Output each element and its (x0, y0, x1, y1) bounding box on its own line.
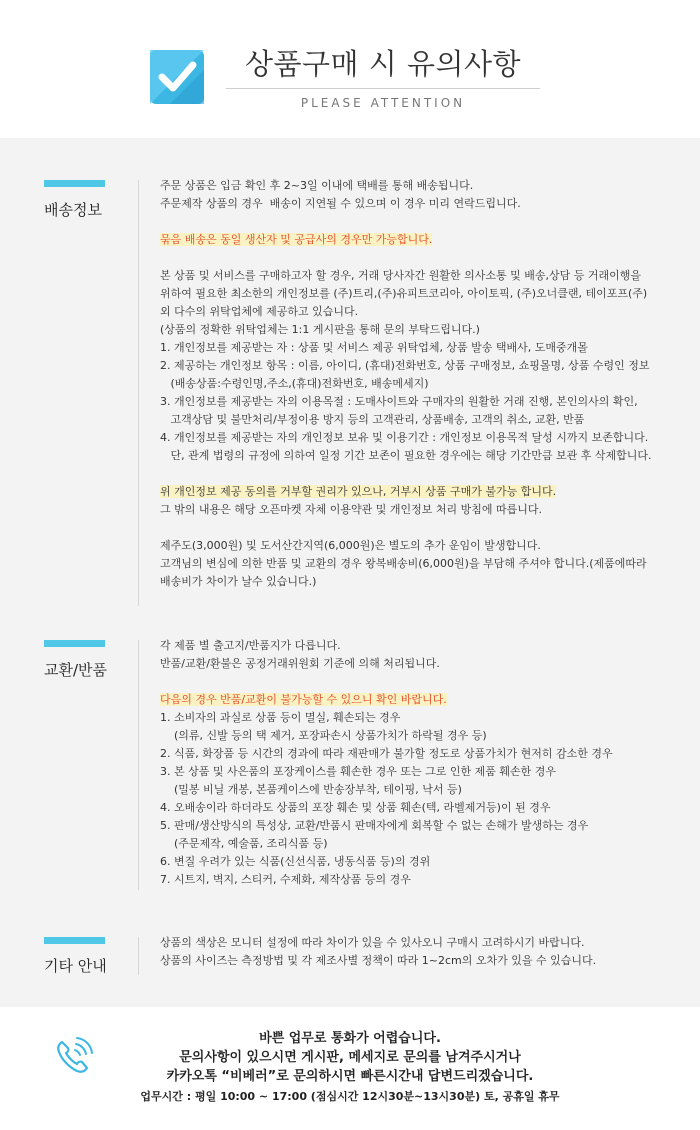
notice-line (160, 177, 651, 195)
notice-text: 고객님의 변심에 의한 반품 및 교환의 경우 왕복배송비(6,000원)을 부담해 주셔야 합니다.(제품에따라 (160, 557, 647, 570)
section-title-shipping: 배송정보 (44, 201, 102, 219)
notice-text: 단, 관계 법령의 규정에 의하여 일정 기간 보존이 필요한 경우에는 해당 기간만큼 보관 후 삭제합니다. (160, 449, 652, 462)
notice-text: 2. 식품, 화장품 등 시간의 경과에 따라 재판매가 불가할 정도로 상품가치가 현저히 감소한 경우 (160, 747, 613, 760)
notice-text: (의류, 신발 등의 택 제거, 포장파손시 상품가치가 하락될 경우 등) (160, 729, 487, 742)
notice-text: 고객상담 및 불만처리/부정이용 방지 등의 고객관리, 상품배송, 고객의 취소, 교환, 반품 (160, 413, 585, 426)
notice-line (160, 231, 651, 249)
notice-text: 상품의 색상은 모니터 설정에 따라 차이가 있을 수 있사오니 구매시 고려하시기 바랍니다. (160, 936, 585, 949)
notice-text: 1. 개인정보를 제공받는 자 : 상품 및 서비스 제공 위탁업체, 상품 발송 택배사, 도매중개몰 (160, 341, 588, 354)
notice-text: 위 개인정보 제공 동의를 거부할 권리가 있으나, 거부시 상품 구매가 불가능 합니다. (160, 485, 557, 498)
notice-text: 2. 제공하는 개인정보 항목 : 이름, 아이디, (휴대)전화번호, 상품 구매정보, 쇼핑몰명, 상품 수령인 정보 (160, 359, 650, 372)
notice-line (160, 339, 651, 357)
notice-line (160, 691, 613, 709)
notice-line (160, 357, 651, 375)
notice-line (160, 303, 651, 321)
notice-text: 다음의 경우 반품/교환이 불가능할 수 있으니 확인 바랍니다. (160, 693, 447, 706)
notice-line (160, 267, 651, 285)
notice-text: 각 제품 별 출고지/반품지가 다릅니다. (160, 639, 341, 652)
notice-text: 배송비가 차이가 날수 있습니다.) (160, 575, 317, 588)
notice-text: 제주도(3,000원) 및 도서산간지역(6,000원)은 별도의 추가 운임이 발생합니다. (160, 539, 541, 552)
notice-line (160, 799, 613, 817)
notice-text: 7. 시트지, 벽지, 스티커, 수제화, 제작상품 등의 경우 (160, 873, 411, 886)
notice-line (160, 655, 613, 673)
section-title-etc: 기타 안내 (44, 957, 107, 975)
checkmark-badge-icon (150, 50, 204, 104)
notice-text: 반품/교환/환불은 공정거래위원회 기준에 의해 처리됩니다. (160, 657, 440, 670)
title-divider (226, 88, 540, 89)
notice-line (160, 375, 651, 393)
spacer (160, 519, 651, 537)
notice-line (160, 709, 613, 727)
notice-line (160, 429, 651, 447)
contact-line: 바쁜 업무로 통화가 어렵습니다. (259, 1031, 441, 1046)
notice-text: 1. 소비자의 과실로 상품 등이 멸실, 훼손되는 경우 (160, 711, 401, 724)
business-hours: 업무시간 : 평일 10:00 ~ 17:00 (점심시간 12시30분~13시30분) 토, 공휴일 휴무 (140, 1090, 560, 1103)
spacer (160, 249, 651, 267)
notice-line (160, 447, 651, 465)
section-title-returns: 교환/반품 (44, 661, 108, 679)
notice-line (160, 853, 613, 871)
section-divider (138, 937, 139, 975)
section-divider (138, 180, 139, 606)
spacer (160, 673, 613, 691)
notice-line (160, 393, 651, 411)
notice-line (160, 555, 651, 573)
notice-text: (주문제작, 예술품, 조리식품 등) (160, 837, 328, 850)
notice-line (160, 871, 613, 889)
etc-content (160, 934, 596, 970)
spacer (160, 213, 651, 231)
notice-text: 주문제작 상품의 경우 배송이 지연될 수 있으며 이 경우 미리 연락드립니다. (160, 197, 521, 210)
spacer (160, 465, 651, 483)
notice-line (160, 573, 651, 591)
section-accent-bar (44, 180, 105, 187)
section-divider (138, 640, 139, 890)
notice-line (160, 411, 651, 429)
notice-text: 6. 변질 우려가 있는 식품(신선식품, 냉동식품 등)의 경위 (160, 855, 431, 868)
notice-line (160, 537, 651, 555)
contact-notice (140, 1029, 560, 1106)
notice-text: (밀봉 비닐 개봉, 본품케이스에 반송장부착, 테이핑, 낙서 등) (160, 783, 462, 796)
notice-text: (상품의 정확한 위탁업체는 1:1 게시판을 통해 문의 부탁드립니다.) (160, 323, 480, 336)
notice-line (160, 952, 596, 970)
notice-line (160, 745, 613, 763)
notice-text: 묶음 배송은 동일 생산자 및 공급사의 경우만 가능합니다. (160, 233, 433, 246)
notice-text: 4. 오배송이라 하더라도 상품의 포장 훼손 및 상품 훼손(텍, 라벨제거등)이 된 경우 (160, 801, 551, 814)
header (0, 0, 700, 138)
notice-text: 본 상품 및 서비스를 구매하고자 할 경우, 거래 당사자간 원활한 의사소통 및 배송,상담 등 거래이행을 (160, 269, 641, 282)
section-accent-bar (44, 640, 105, 647)
notice-line (160, 781, 613, 799)
page-subtitle: PLEASE ATTENTION (300, 96, 466, 110)
notice-line (160, 285, 651, 303)
notice-line (160, 817, 613, 835)
notice-text: 그 밖의 내용은 해당 오픈마켓 자체 이용약관 및 개인정보 처리 방침에 따릅니다. (160, 503, 542, 516)
notice-line (160, 835, 613, 853)
notice-line (160, 483, 651, 501)
notice-text: (배송상품:수령인명,주소,(휴대)전화번호, 배송메세지) (160, 377, 429, 390)
notice-text: 상품의 사이즈는 측정방법 및 각 제조사별 정책이 따라 1~2cm의 오차가 있을 수 있습니다. (160, 954, 597, 967)
notice-line (160, 195, 651, 213)
notice-line (160, 637, 613, 655)
notice-text: 주문 상품은 입금 확인 후 2~3일 이내에 택배를 통해 배송됩니다. (160, 179, 474, 192)
notice-text: 4. 개인정보를 제공받는 자의 개인정보 보유 및 이용기간 : 개인정보 이용목적 달성 시까지 보존합니다. (160, 431, 649, 444)
notice-text: 5. 판매/생산방식의 특성상, 교환/반품시 판매자에게 회복할 수 없는 손해가 발생하는 경우 (160, 819, 589, 832)
notice-text: 위하여 필요한 최소한의 개인정보를 (주)트리,(주)유피트코리아, 아이토픽, (주)오너클랜, 테이포프(주) (160, 287, 648, 300)
notice-line (160, 501, 651, 519)
page-title: 상품구매 시 유의사항 (244, 47, 522, 81)
contact-line: 카카오톡 “비베러”로 문의하시면 빠른시간내 답변드리겠습니다. (166, 1069, 534, 1084)
notice-text: 3. 본 상품 및 사은품의 포장케이스를 훼손한 경우 또는 그로 인한 제품 훼손한 경우 (160, 765, 556, 778)
notice-line (160, 763, 613, 781)
notice-line (160, 321, 651, 339)
shipping-content (160, 177, 651, 591)
section-accent-bar (44, 937, 105, 944)
notice-text: 3. 개인정보를 제공받는 자의 이용목절 : 도매사이트와 구매자의 원활한 거래 진행, 본인의사의 확인, (160, 395, 638, 408)
phone-icon (52, 1034, 96, 1078)
notice-line (160, 934, 596, 952)
returns-content (160, 637, 613, 889)
notice-line (160, 727, 613, 745)
notice-text: 외 다수의 위탁업체에 제공하고 있습니다. (160, 305, 359, 318)
contact-line: 문의사항이 있으시면 게시판, 메세지로 문의를 남겨주시거나 (179, 1050, 521, 1065)
